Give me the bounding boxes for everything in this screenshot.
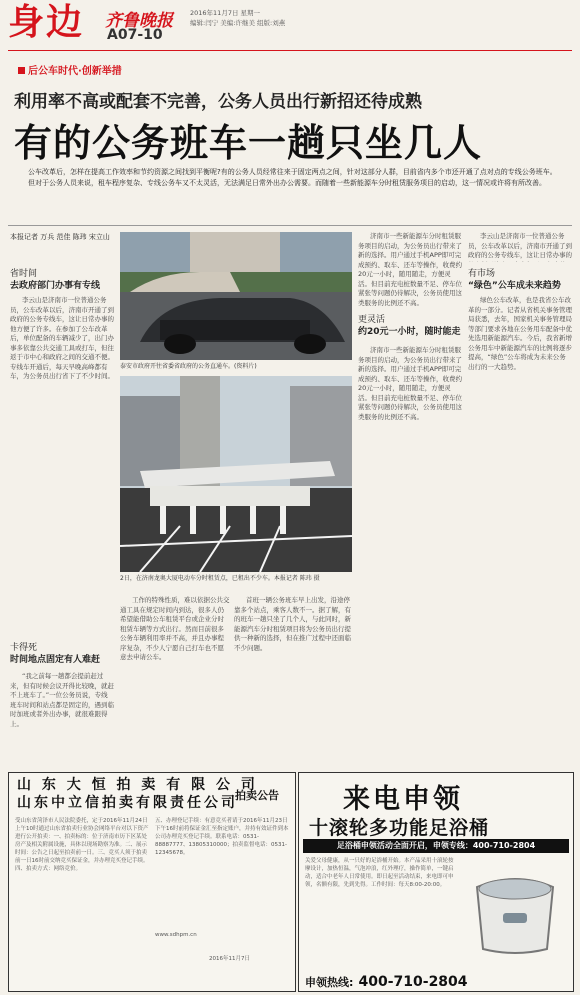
- column-3-body: 工作的特殊性质，难以依据公共交通工具在规定时间内到达，很多人仍希望能借助公车租赁平台或企业分时租赁车辆等方式出行。然而目前很多公务车辆利用率并不高，并且办事程序复杂，不少人宁愿自己打车也不愿意去申请公车。: [120, 596, 230, 661]
- photo-parked-cars: [120, 232, 352, 360]
- foot-bath-subtitle: 十滚轮多功能足浴桶: [309, 817, 490, 839]
- section-1-body: 李云山是济南市一位普通公务员，公车改革以后，济南市开通了到政府的公务专线车，这让日常办事的他方便了许多。在参加了公车改革后，单位配备的车辆减少了，出门办事多依靠公共交通工具或打车，但往返于市中心和政府之间的交通不便。专线车开通后，每天早晚高峰都有车，为公务员出行省下了不少时间。: [10, 296, 114, 380]
- paper-logo: 齐鲁晚报: [105, 11, 173, 31]
- page-code: A07-10: [107, 27, 163, 43]
- section-3-title-a: 更灵活: [358, 315, 386, 325]
- charging-station-illustration: [120, 376, 352, 572]
- photo-2-caption: 2日，在济南龙奥大厦电动车分时租赁点，已租出不少车。本报记者 陈玮 摄: [120, 575, 320, 582]
- column-5-top-body: 济南市一些新能源车分时租赁服务项目的启动，为公务员出行带来了新的选择。用户通过手机APP即可完成预约、取车、还车等操作，收费约20元一小时，随用随走，方便灵活。但目前充电桩数量不足、停车位紧张等问题仍待解决，公务员使用这类服务的比例还不高。: [358, 232, 462, 307]
- section-2-title-b: 时间地点固定有人难赶: [10, 655, 101, 665]
- foot-bath-banner: 足浴桶申领活动全面开启，申领专线：400-710-2804: [303, 839, 569, 853]
- hotline-label: 申领热线:: [305, 976, 354, 989]
- issue-date: 2016年11月7日 星期一: [190, 9, 261, 17]
- section-4-body: 绿色公车改革，也是我省公车改革的一部分。记者从省机关事务管理局获悉，去年，国家机关事务管理局等部门要求各地在公务用车配备中优先选用新能源汽车。今后，我省新增公务用车中新能源汽车的比例将逐步提高，“绿色”公车将成为未来公务出行的一大趋势。: [468, 296, 572, 371]
- page-meta: [190, 8, 285, 28]
- article-headline: 有的公务班车一趟只坐几人: [14, 121, 483, 165]
- column-tag: [18, 62, 122, 77]
- photo-charging-station: [120, 376, 352, 572]
- auction-date: 2016年11月7日: [209, 956, 250, 962]
- section-2-heading: [10, 642, 114, 666]
- auction-text-right: 五、办理登记手续：有意竞买者请于2016年11月23日下午16时前将保证金汇至指定账户，并持有效证件到本公司办理竞买登记手续。联系电话：0531-88887777、13805310000；拍卖监督电话：0531-12345678。: [155, 818, 289, 856]
- staff-credits: 编辑:闫宁 美编:许继美 组版:刘燕: [190, 19, 286, 27]
- lead-paragraph: 公车改革后，怎样在提高工作效率和节约资源之间找到平衡呢?有的公务人员经常往来于固定两点之间，针对这部分人群，目前省内多个市还开通了点对点的专线公务班车。: [28, 168, 557, 176]
- foot-bath-ad: [298, 772, 574, 992]
- section-3-body: 济南市一些新能源车分时租赁服务项目的启动，为公务员出行带来了新的选择。用户通过手机APP即可完成预约、取车、还车等操作，收费约20元一小时，随用随走，方便灵活。但目前充电桩数量不足、停车位紧张等问题仍待解决，公务员使用这类服务的比例还不高。: [358, 346, 462, 421]
- byline: 本报记者 万兵 范佳 陈玮 宋立山: [10, 233, 110, 241]
- lead-paragraph: 但对于公务人员来说，租车程序复杂、专线公务车又不太灵活，无法满足日常外出办公需要。而随着一些新能源车分时租赁服务项目的启动，这一情况或许将有所改善。: [28, 178, 546, 187]
- header-rule: [8, 50, 572, 51]
- foot-bath-text: 关爱父母健康，从一只好的足浴桶开始。本产品采用十滚轮按摩设计，加热恒温，气泡冲浪，红外理疗，操作简单，一键启动，适合中老年人日常使用。即日起至活动结束，来电即可申领，名额有限，先到先得。工作时间：每天8:00-20:00。: [305, 858, 454, 888]
- foot-bath-product-image: [463, 857, 567, 961]
- section-2-body: “我之前每一趟都会提前赶过来，但有时候会议开得比较晚，就赶不上班车了。”一位公务员说，专线班车时间和站点都是固定的，遇到临时加班或者外出办事，就很难跟得上。: [10, 672, 114, 728]
- parked-cars-illustration: [120, 232, 352, 360]
- section-title: 身边: [8, 2, 85, 43]
- photo-1-caption: 泰安市政府开往省委省政府的公务直通车。(资料片): [120, 363, 257, 370]
- foot-bath-icon: [463, 857, 567, 961]
- section-1-title-a: 省时间: [10, 269, 38, 279]
- section-2-title-a: 卡得死: [10, 643, 38, 653]
- foot-bath-hotline: [305, 971, 468, 990]
- square-icon: [18, 67, 25, 74]
- section-3-heading: [358, 314, 462, 338]
- foot-bath-title: 来电申领: [343, 784, 463, 815]
- auction-org-1: 山 东 大 恒 拍 卖 有 限 公 司: [17, 777, 258, 793]
- auction-ad: [8, 772, 296, 992]
- article-subhead: 利用率不高或配套不完善，公务人员出行新招还待成熟: [14, 92, 422, 112]
- section-1-title-b: 去政府部门办事有专线: [10, 281, 101, 291]
- section-1-heading: [10, 268, 114, 292]
- lead-rule: [8, 225, 572, 226]
- article-lead: [14, 167, 566, 188]
- auction-badge: 拍卖公告: [235, 789, 279, 802]
- section-4-title-a: 有市场: [468, 269, 496, 279]
- section-4-heading: [468, 268, 572, 292]
- column-4-body: 首班一辆公务班车早上出发，沿途停靠多个站点，乘客人数不一。据了解，有的班车一趟只坐了几个人，与此同时，新能源汽车分时租赁项目将为公务员出行提供一种新的选择，但在推广过程中还面临不少问题。: [234, 596, 351, 652]
- section-4-title-b: “绿色”公车成未来趋势: [468, 281, 561, 291]
- auction-text-left: 受山东省菏泽市人民法院委托，定于2016年11月24日上午10时通过山东省拍卖行业协会网络平台对以下资产进行公开拍卖：一、拍卖标的：位于济南市历下区某处房产及相关附属设施，具体以现场勘察为准。二、展示时间：公告之日起至拍卖前一日。三、竞买人须于拍卖前一日16时前交纳竞买保证金，并办理竞买登记手续。四、拍卖方式：网络竞价。: [15, 818, 149, 872]
- auction-org-2: 山东中立信拍卖有限责任公司: [17, 795, 238, 811]
- auction-website: www.sdhpm.cn: [155, 932, 197, 938]
- column-tag-label: 后公车时代·创新举措: [28, 66, 122, 77]
- section-3-title-b: 约20元一小时，随时能走: [358, 327, 461, 337]
- hotline-number: 400-710-2804: [358, 974, 468, 990]
- column-6-top-body: 李云山是济南市一位普通公务员，公车改革以后，济南市开通了到政府的公务专线车，这让日常办事的: [468, 232, 572, 259]
